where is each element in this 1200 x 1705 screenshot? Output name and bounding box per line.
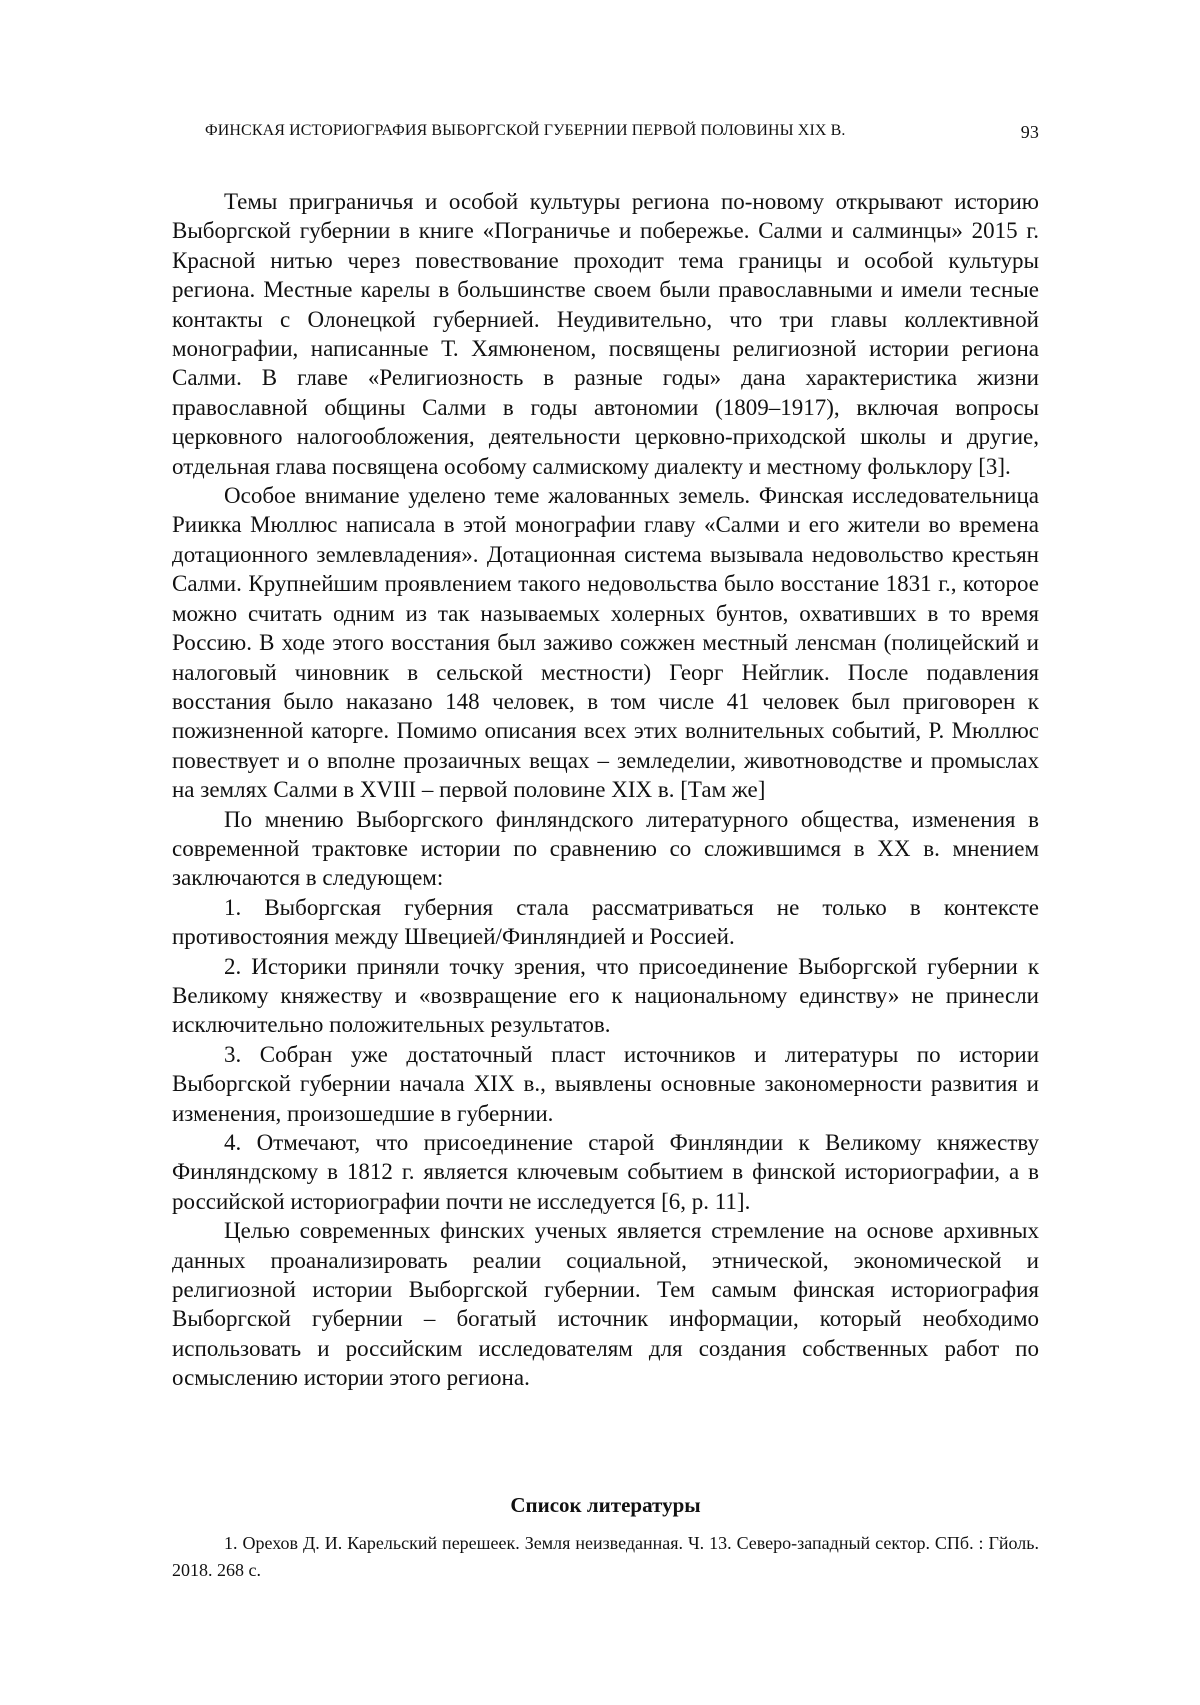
references-heading: Список литературы: [510, 1493, 701, 1517]
running-title: ФИНСКАЯ ИСТОРИОГРАФИЯ ВЫБОРГСКОЙ ГУБЕРНИИ ПЕРВОЙ ПОЛОВИНЫ XIX В.: [205, 122, 846, 139]
list-item: 2. Историки приняли точку зрения, что присоединение Выборгской губернии к Великому княжеству и «возвращение его к национальному единству» не принесли исключительно положительных результатов.: [172, 953, 1039, 1038]
list-item: 3. Собран уже достаточный пласт источников и литературы по истории Выборгской губернии начала XIX в., выявлены основные закономерности развития и изменения, произошедшие в губернии.: [172, 1041, 1039, 1126]
references-list: [172, 1530, 1039, 1584]
reference-item: 1. Орехов Д. И. Карельский перешеек. Земля неизведанная. Ч. 13. Северо-западный сектор. СПб. : Гйоль. 2018. 268 с.: [172, 1533, 1039, 1580]
paragraph: Особое внимание уделено теме жалованных земель. Финская исследовательница Риикка Мюллюс написала в этой монографии главу «Салми и его жители во времена дотационного землевладения». Дотационная система вызывала недовольство крестьян Салми. Крупнейшим проявлением такого недовольства было восстание 1831 г., которое можно считать одним из так называемых холерных бунтов, охвативших в то время Россию. В ходе этого восстания был заживо сожжен местный ленсман (полицейский и налоговый чиновник в сельской местности) Георг Нейглик. После подавления восстания было наказано 148 человек, в том числе 41 человек был приговорен к пожизненной каторге. Помимо описания всех этих волнительных событий, Р. Мюллюс повествует и о вполне прозаичных вещах – земледелии, животноводстве и промыслах на землях Салми в XVIII – первой половине XIX в. [Там же]: [172, 483, 1039, 803]
list-item: 1. Выборгская губерния стала рассматриваться не только в контексте противостояния между Швецией/Финляндией и Россией.: [172, 894, 1039, 950]
article-body: [172, 187, 1039, 1393]
list-item: 4. Отмечают, что присоединение старой Финляндии к Великому княжеству Финляндскому в 1812 г. является ключевым событием в финской историографии, а в российской историографии почти не исследуется [6, p. 11].: [172, 1130, 1039, 1214]
page-number: 93: [1020, 122, 1039, 142]
running-header: [205, 122, 1039, 148]
paragraph: По мнению Выборгского финляндского литературного общества, изменения в современной трактовке истории по сравнению со сложившимся в XX в. мнением заключаются в следующем:: [172, 806, 1039, 891]
paragraph: Темы приграничья и особой культуры региона по-новому открывают историю Выборгской губернии в книге «Пограничье и побережье. Салми и салминцы» 2015 г. Красной нитью через повествование проходит тема границы и особой культуры региона. Местные карелы в большинстве своем были православными и имели тесные контакты с Олонецкой губернией. Неудивительно, что три главы коллективной монографии, написанные Т. Хямюненом, посвящены религиозной истории региона Салми. В главе «Религиозность в разные годы» дана характеристика жизни православной общины Салми в годы автономии (1809–1917), включая вопросы церковного налогообложения, деятельности церковно-приходской школы и другие, отдельная глава посвящена особому салмискому диалекту и местному фольклору [3].: [172, 189, 1039, 479]
paragraph: Целью современных финских ученых является стремление на основе архивных данных проанализировать реалии социальной, этнической, экономической и религиозной истории Выборгской губернии. Тем самым финская историография Выборгской губернии – богатый источник информации, который необходимо использовать и российским исследователям для создания собственных работ по осмыслению истории этого региона.: [172, 1218, 1039, 1391]
